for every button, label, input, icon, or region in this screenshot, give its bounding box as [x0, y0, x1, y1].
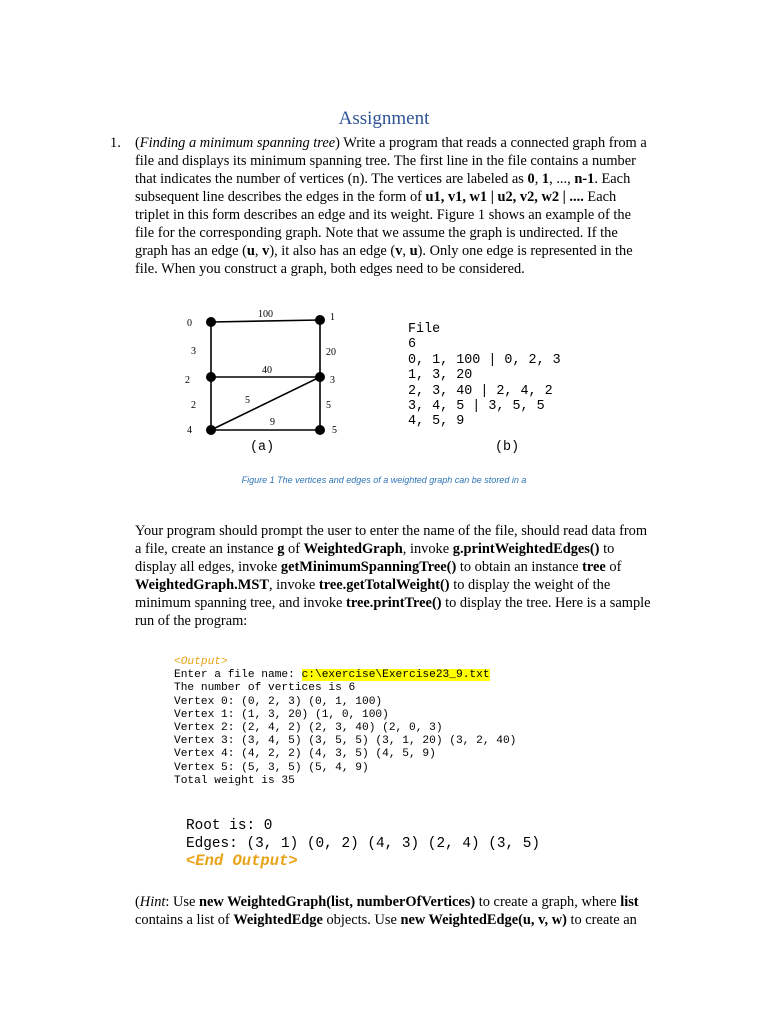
- edge-label: 5: [326, 400, 331, 411]
- vertex-label: 5: [332, 425, 337, 436]
- problem-description: [135, 134, 675, 278]
- text-line: (Hint: Use new WeightedGraph(list, numberOfVertices) to create a graph, where list: [135, 894, 639, 910]
- graph-vertex: [315, 372, 325, 382]
- edge-label: 100: [258, 309, 273, 320]
- text-line: file and displays its minimum spanning tree. The first line in the file contains a number: [135, 153, 636, 169]
- text-line: that indicates the number of vertices (n). The vertices are labeled as 0, 1, ..., n-1. Each: [135, 171, 631, 187]
- text-line: contains a list of WeightedEdge objects. Use new WeightedEdge(u, v, w) to create an: [135, 912, 637, 928]
- graph-vertex: [315, 315, 325, 325]
- file-line: 2, 3, 40 | 2, 4, 2: [408, 383, 553, 399]
- edge-label: 20: [326, 347, 336, 358]
- file-line: 3, 4, 5 | 3, 5, 5: [408, 399, 545, 415]
- vertex-label: 1: [330, 312, 335, 323]
- edge-label: 5: [245, 395, 250, 406]
- output-prompt-line: Enter a file name: c:\exercise\Exercise23_9.txt: [174, 669, 490, 682]
- graph-edge: [211, 320, 320, 322]
- output-open-tag: <Output>: [174, 656, 228, 668]
- text-line: subsequent line describes the edges in the form of u1, v1, w1 | u2, v2, w2 | .... Each: [135, 189, 617, 205]
- text-line: run of the program:: [135, 613, 248, 629]
- text-line: minimum spanning tree, and invoke tree.printTree() to display the tree. Here is a sample: [135, 595, 651, 611]
- text-line: WeightedGraph.MST, invoke tree.getTotalWeight() to display the weight of the: [135, 577, 611, 593]
- file-line: 0, 1, 100 | 0, 2, 3: [408, 352, 561, 368]
- edge-label: 3: [191, 346, 196, 357]
- graph-vertex: [206, 372, 216, 382]
- page-title: Assignment: [338, 108, 430, 129]
- figure-caption: Figure 1 The vertices and edges of a weighted graph can be stored in a: [241, 475, 527, 485]
- text-line: (Finding a minimum spanning tree) Write a program that reads a connected graph from a: [135, 135, 647, 151]
- weighted-graph-figure: [175, 300, 375, 460]
- output-line: Vertex 0: (0, 2, 3) (0, 1, 100): [174, 695, 383, 708]
- vertex-label: 4: [187, 425, 192, 436]
- vertex-label: 0: [187, 318, 192, 329]
- graph-vertex: [315, 425, 325, 435]
- graph-vertex: [206, 425, 216, 435]
- instructions-paragraph: [135, 522, 675, 630]
- question-number: 1.: [110, 135, 121, 151]
- text-line: file for the corresponding graph. Note that we assume the graph is undirected. If the: [135, 225, 618, 241]
- edge-label: 2: [191, 400, 196, 411]
- text-line: triplet in this form describes an edge and its weight. Figure 1 shows an example of the: [135, 207, 631, 223]
- highlighted-filename: c:\exercise\Exercise23_9.txt: [301, 669, 490, 682]
- output-line: Vertex 4: (4, 2, 2) (4, 3, 5) (4, 5, 9): [174, 748, 436, 761]
- file-line: 4, 5, 9: [408, 414, 465, 430]
- text-line: file. When you construct a graph, both edges need to be considered.: [135, 261, 525, 277]
- text-line: a file, create an instance g of WeightedGraph, invoke g.printWeightedEdges() to: [135, 541, 615, 557]
- file-line: 1, 3, 20: [408, 368, 473, 384]
- text-line: display all edges, invoke getMinimumSpanningTree() to obtain an instance tree of: [135, 559, 622, 575]
- file-line: 6: [408, 337, 417, 353]
- figure-label-a: (a): [250, 440, 275, 455]
- edges-line: Edges: (3, 1) (0, 2) (4, 3) (2, 4) (3, 5): [186, 835, 541, 852]
- output-line: Vertex 3: (3, 4, 5) (3, 5, 5) (3, 1, 20) (3, 2, 40): [174, 735, 517, 748]
- tree-output: [186, 818, 540, 871]
- output-line: Vertex 1: (1, 3, 20) (1, 0, 100): [174, 708, 389, 721]
- output-line: Total weight is 35: [174, 774, 295, 787]
- vertex-label: 3: [330, 375, 335, 386]
- graph-edge: [211, 377, 320, 430]
- figure-label-b: (b): [495, 440, 520, 455]
- root-line: Root is: 0: [186, 818, 273, 834]
- hint-paragraph: [135, 893, 675, 929]
- edge-label: 9: [270, 417, 275, 428]
- output-line: Vertex 2: (2, 4, 2) (2, 3, 40) (2, 0, 3): [174, 722, 443, 735]
- text-line: Your program should prompt the user to enter the name of the file, should read data from: [135, 523, 648, 539]
- graph-vertex: [206, 317, 216, 327]
- output-line: Vertex 5: (5, 3, 5) (5, 4, 9): [174, 761, 369, 774]
- edge-label: 40: [262, 365, 272, 376]
- vertex-label: 2: [185, 375, 190, 386]
- output-line: The number of vertices is 6: [174, 682, 356, 695]
- file-line: File: [408, 322, 441, 337]
- file-content-listing: [408, 322, 561, 430]
- text-line: graph has an edge (u, v), it also has an edge (v, u). Only one edge is represented in the: [135, 243, 633, 259]
- sample-output: [174, 656, 516, 788]
- output-end-tag: <End Output>: [186, 852, 298, 870]
